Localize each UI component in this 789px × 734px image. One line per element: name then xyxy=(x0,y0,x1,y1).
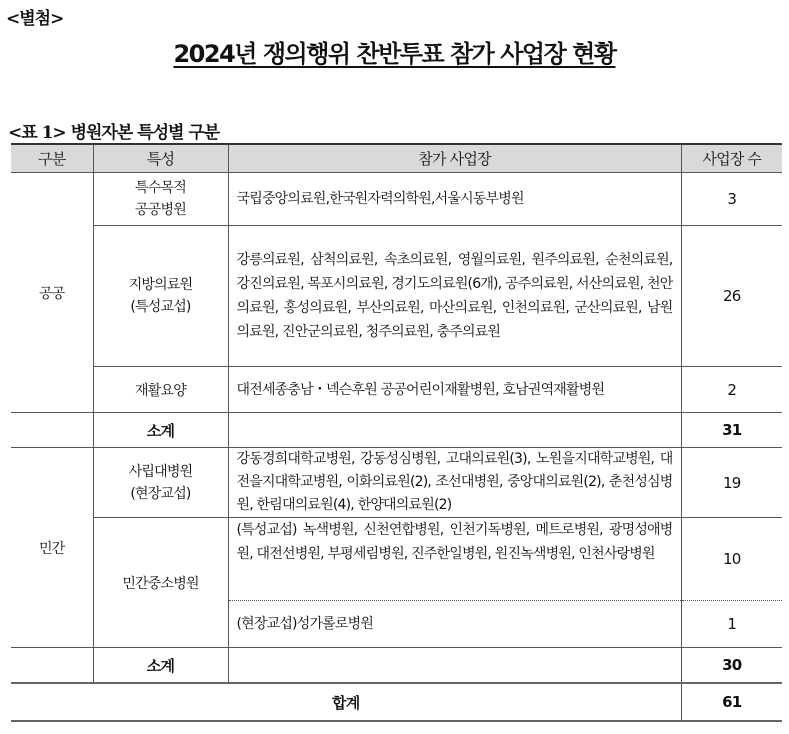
header-category: 구분 xyxy=(11,144,93,173)
subtotal-value: 30 xyxy=(681,648,782,684)
header-type: 특성 xyxy=(93,144,228,173)
count-cell: 3 xyxy=(681,173,782,226)
total-value: 61 xyxy=(681,683,782,721)
sites-cell: (특성교섭) 녹색병원, 신천연합병원, 인천기독병원, 메트로병원, 광명성애병원, 대전선병원, 부평세림병원, 진주한일병원, 원진녹색병원, 인천사랑병원 xyxy=(228,518,681,601)
table-row xyxy=(11,448,782,518)
count-cell: 2 xyxy=(681,367,782,413)
sites-cell: 대전세종충남・넥슨후원 공공어린이재활병원, 호남권역재활병원 xyxy=(228,367,681,413)
workplace-table xyxy=(11,143,782,722)
category-spacer xyxy=(11,648,93,684)
header-count: 사업장 수 xyxy=(681,144,782,173)
count-cell: 1 xyxy=(681,601,782,648)
empty-cell xyxy=(228,648,681,684)
total-row xyxy=(11,683,782,721)
table-caption: <표 1> 병원자본 특성별 구분 xyxy=(8,123,220,143)
empty-cell xyxy=(228,413,681,448)
category-public: 공공 xyxy=(11,173,93,413)
type-cell: 재활요양 xyxy=(93,367,228,413)
category-private: 민간 xyxy=(11,448,93,648)
type-cell xyxy=(93,173,228,226)
sites-cell: (현장교섭)성가롤로병원 xyxy=(228,601,681,648)
type-label: (현장교섭) xyxy=(130,485,191,502)
subtotal-label: 소계 xyxy=(93,413,228,448)
header-sites: 참가 사업장 xyxy=(228,144,681,173)
count-cell: 10 xyxy=(681,518,782,601)
type-cell: 민간중소병원 xyxy=(93,518,228,648)
subtotal-label: 소계 xyxy=(93,648,228,684)
type-label: 지방의료원 xyxy=(128,277,193,293)
subtotal-row-public xyxy=(11,413,782,448)
table-row xyxy=(11,367,782,413)
total-label: 합계 xyxy=(11,683,681,721)
document-title-text: 2024년 쟁의행위 찬반투표 참가 사업장 현황 xyxy=(173,40,616,68)
table-header-row xyxy=(11,144,782,173)
type-label: 특수목적 xyxy=(135,180,186,196)
sites-cell: 국립중앙의료원,한국원자력의학원,서울시동부병원 xyxy=(228,173,681,226)
type-label: 사립대병원 xyxy=(128,463,193,480)
sites-cell: 강릉의료원, 삼척의료원, 속초의료원, 영월의료원, 원주의료원, 순천의료원, 강진의료원, 목포시의료원, 경기도의료원(6개), 공주의료원, 서산의료원, 천안의료원, 홍성의료원, 부산의료원, 마산의료원, 인천의료원, 군산의료원, 남원의료원, 진안군의료원, 청주의료원, 충주의료원 xyxy=(228,226,681,367)
type-cell xyxy=(93,226,228,367)
count-cell: 26 xyxy=(681,226,782,367)
subtotal-row-private xyxy=(11,648,782,684)
table-row xyxy=(11,173,782,226)
type-label: (특성교섭) xyxy=(130,299,191,315)
table-row xyxy=(11,518,782,601)
count-cell: 19 xyxy=(681,448,782,518)
attachment-label: <별첨> xyxy=(6,9,64,29)
sites-cell: 강동경희대학교병원, 강동성심병원, 고대의료원(3), 노원을지대학교병원, 대전을지대학교병원, 이화의료원(2), 조선대병원, 중앙대의료원(2), 춘천성심병원, 한림대의료원(4), 한양대의료원(2) xyxy=(228,448,681,518)
category-spacer xyxy=(11,413,93,448)
table-row xyxy=(11,226,782,367)
type-label: 공공병원 xyxy=(135,202,186,218)
subtotal-value: 31 xyxy=(681,413,782,448)
document-title xyxy=(0,34,789,69)
type-cell xyxy=(93,448,228,518)
